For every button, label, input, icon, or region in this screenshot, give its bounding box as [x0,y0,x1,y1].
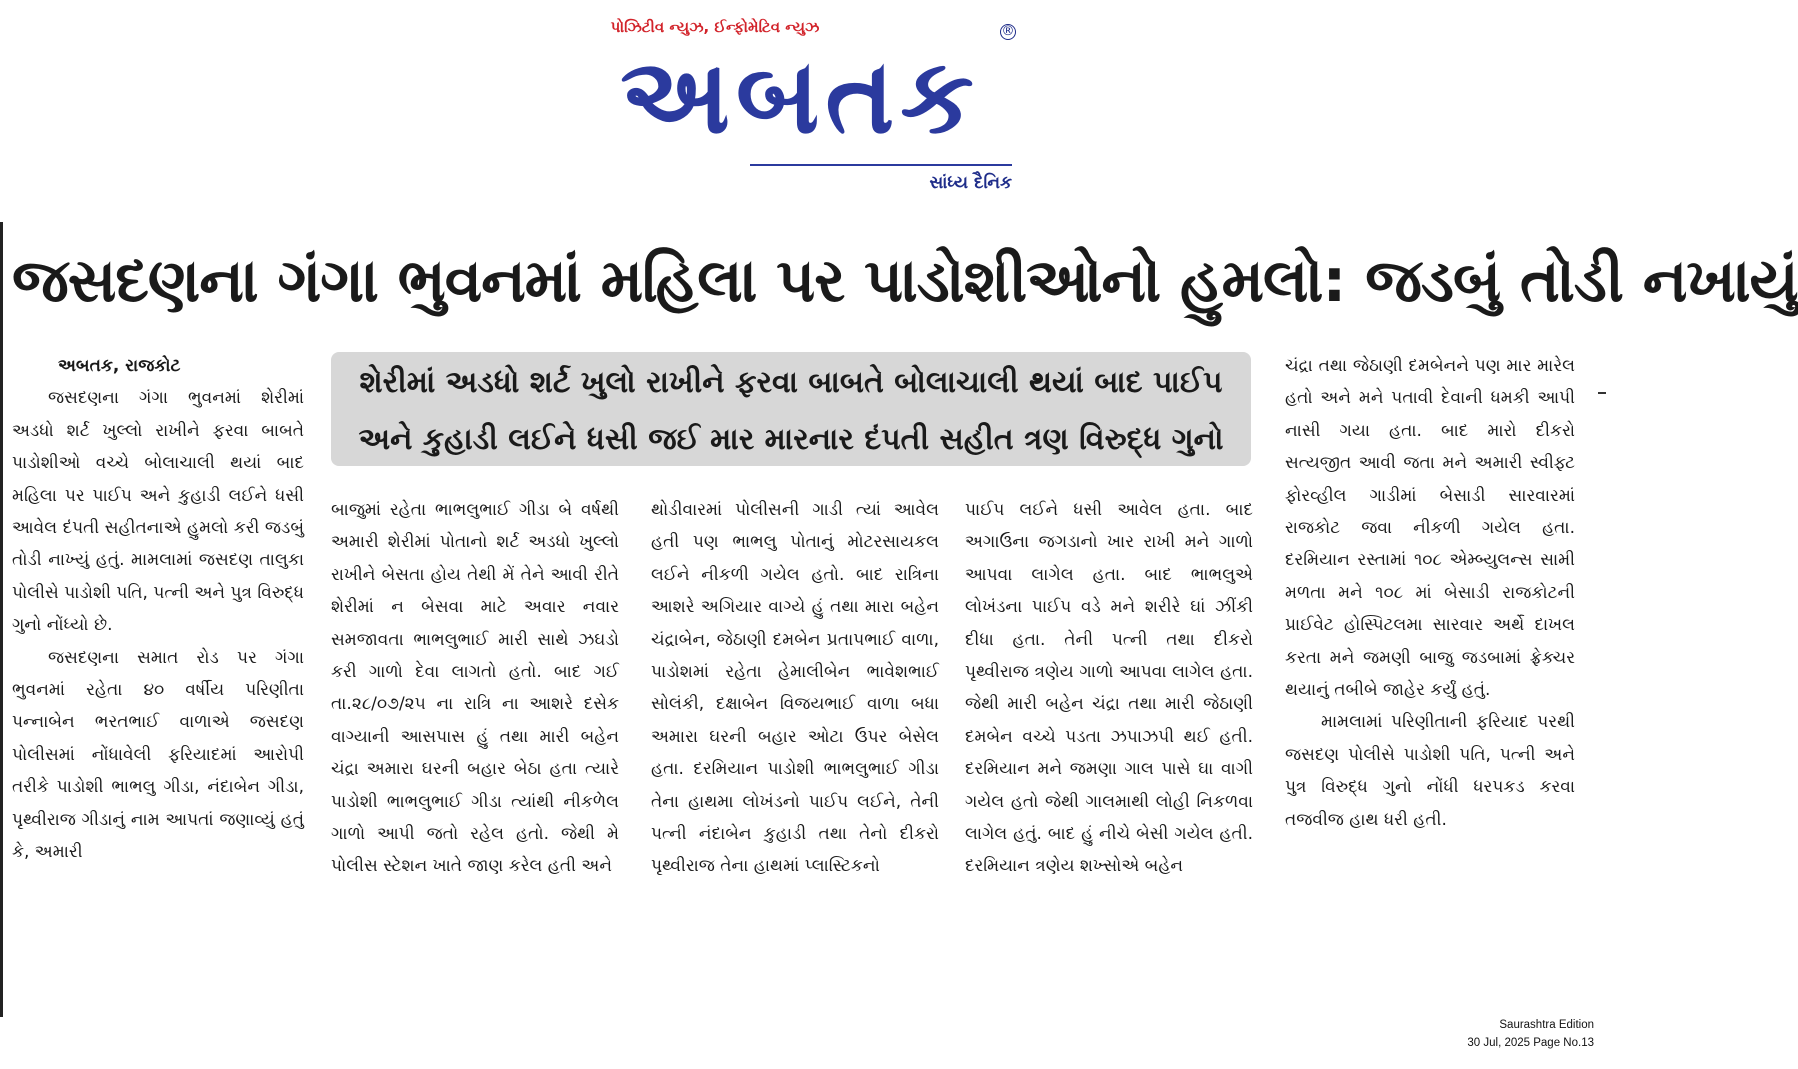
masthead-tagline: પોઝિટીવ ન્યુઝ, ઈન્ફોમેટિવ ન્યુઝ [610,18,820,36]
article-headline: જસદણના ગંગા ભુવનમાં મહિલા પર પાડોશીઓનો હુમલો: જડબું તોડી નખાયું [12,246,1798,316]
date-page-label: 30 Jul, 2025 Page No.13 [1467,1037,1594,1049]
article-column-1 [12,350,304,1010]
paragraph-complaint: જસદણના સમાત રોડ પર ગંગા ભુવનમાં રહેતા ૪૦ વર્ષીય પરિણીતા પન્નાબેન ભરતભાઈ વાળાએ જસદણ પોલીસમાં નોંધાવેલી ફરિયાદમાં આરોપી તરીકે પાડોશી ભાભલુ ગીડા, નંદાબેન ગીડા, પૃથ્વીરાજ ગીડાનું નામ આપતાં જણાવ્યું હતું કે, અમારી [12,647,304,863]
edition-label: Saurashtra Edition [1499,1019,1594,1031]
article-column-5 [1285,350,1575,1010]
paragraph-column-5: ચંદ્રા તથા જેઠાણી દમબેનને પણ માર મારેલ હતો અને મને પતાવી દેવાની ધમકી આપી નાસી ગયા હતા. બાદ મારો દીકરો સત્યજીત આવી જતા મને અમારી સ્વીફ્ટ ફોરવ્હીલ ગાડીમાં બેસાડી સારવારમાં રાજકોટ જવા નીકળી ગયેલ હતા. દરમિયાન રસ્તામાં ૧૦૮ એમ્બ્યુલન્સ સામી મળતા મને ૧૦૮ માં બેસાડી રાજકોટની પ્રાઈવેટ હોસ્પિટલમા સારવાર અર્થે દાખલ કરતા મને જમણી બાજુ જડબામાં ફ્રેક્ચર થયાનું તબીબે જાહેર કર્યું હતું. [1285,356,1575,701]
paragraph-conclusion: મામલામાં પરિણીતાની ફરિયાદ પરથી જસદણ પોલીસે પાડોશી પતિ, પત્ની અને પુત્ર વિરુદ્ધ ગુનો નોંધી ધરપકડ કરવા તજવીજ હાથ ધરી હતી. [1285,712,1575,830]
edge-tick-mark [1598,392,1606,394]
masthead-subtitle: સાંધ્ય દૈનિક [929,173,1012,193]
article-column-3 [651,494,939,1008]
subheadline-line-1: શેરીમાં અડધો શર્ટ ખુલો રાખીને ફરવા બાબતે બોલાચાલી થયાં બાદ પાઈપ [359,365,1223,400]
masthead [580,18,1020,208]
paragraph-column-2: બાજુમાં રહેતા ભાભલુભાઈ ગીડા બે વર્ષથી અમારી શેરીમાં પોતાનો શર્ટ અડધો ખુલ્લો રાખીને બેસતા હોય તેથી મેં તેને આવી રીતે શેરીમાં ન બેસવા માટે અવાર નવાર સમજાવતા ભાભલુભાઈ મારી સાથે ઝઘડો કરી ગાળો દેવા લાગતો હતો. બાદ ગઈ તા.૨૮/૦૭/૨૫ ના રાત્રિ ના આશરે દસેક વાગ્યાની આસપાસ હું તથા મારી બહેન ચંદ્રા અમારા ઘરની બહાર બેઠા હતા ત્યારે પાડોશી ભાભલુભાઈ ગીડા ત્યાંથી નીકળેલ ગાળો આપી જતો રહેલ હતો. જેથી મે પોલીસ સ્ટેશન ખાતે જાણ કરેલ હતી અને [331,500,619,877]
logo-divider [750,164,1012,166]
subheadline-box [331,352,1251,466]
article-column-4 [965,494,1253,1008]
left-border-rule [0,222,3,1017]
dateline: અબતક, રાજકોટ [58,356,181,376]
page-footer [1467,1016,1594,1052]
registered-mark: ® [1001,24,1015,39]
newspaper-logo: અબતક [620,35,980,157]
paragraph-column-3: થોડીવારમાં પોલીસની ગાડી ત્યાં આવેલ હતી પણ ભાભલુ પોતાનું મોટરસાયકલ લઈને નીકળી ગયેલ હતો. બાદ રાત્રિના આશરે અગિયાર વાગ્યે હું તથા મારા બહેન ચંદ્રાબેન, જેઠાણી દમબેન પ્રતાપભાઈ વાળા, પાડોશમાં રહેતા હેમાલીબેન ભાવેશભાઈ સોલંકી, દક્ષાબેન વિજયભાઈ વાળા બધા અમારા ઘરની બહાર ઓટા ઉપર બેસેલ હતા. દરમિયાન પાડોશી ભાભલુભાઈ ગીડા તેના હાથમા લોખંડનો પાઈપ લઈને, તેની પત્ની નંદાબેન કુહાડી તથા તેનો દીકરો પૃથ્વીરાજ તેના હાથમાં પ્લાસ્ટિકનો [651,500,939,877]
paragraph-column-4: પાઈપ લઈને ધસી આવેલ હતા. બાદ અગાઉના જગડાનો ખાર રાખી મને ગાળો આપવા લાગેલ હતા. બાદ ભાભલુએ લોખંડના પાઈપ વડે મને શરીરે ઘાં ઝીંકી દીધા હતા. તેની પત્ની તથા દીકરો પૃથ્વીરાજ ત્રણેય ગાળો આપવા લાગેલ હતા. જેથી મારી બહેન ચંદ્રા તથા મારી જેઠાણી દમબેન વચ્ચે પડતા ઝપાઝપી થઈ હતી. દરમિયાન મને જમણા ગાલ પાસે ઘા વાગી ગયેલ હતો જેથી ગાલમાથી લોહી નિકળવા લાગેલ હતું. બાદ હું નીચે બેસી ગયેલ હતી. દરમિયાન ત્રણેય શખ્સોએ બહેન [965,500,1253,877]
article-column-2 [331,494,619,1008]
paragraph-intro: જસદણના ગંગા ભુવનમાં શેરીમાં અડધો શર્ટ ખુલ્લો રાખીને ફરવા બાબતે પાડોશીઓ વચ્ચે બોલાચાલી થયાં બાદ મહિલા પર પાઈપ અને કુહાડી લઈને ધસી આવેલ દંપતી સહીતનાએ હુમલો કરી જડબું તોડી નાખ્યું હતું. મામલામાં જસદણ તાલુકા પોલીસે પાડોશી પતિ, પત્ની અને પુત્ર વિરુદ્ધ ગુનો નોંધ્યો છે. [12,388,304,636]
subheadline-line-2: અને કુહાડી લઈને ધસી જઈ માર મારનાર દંપતી સહીત ત્રણ વિરુદ્ધ ગુનો [358,422,1224,457]
